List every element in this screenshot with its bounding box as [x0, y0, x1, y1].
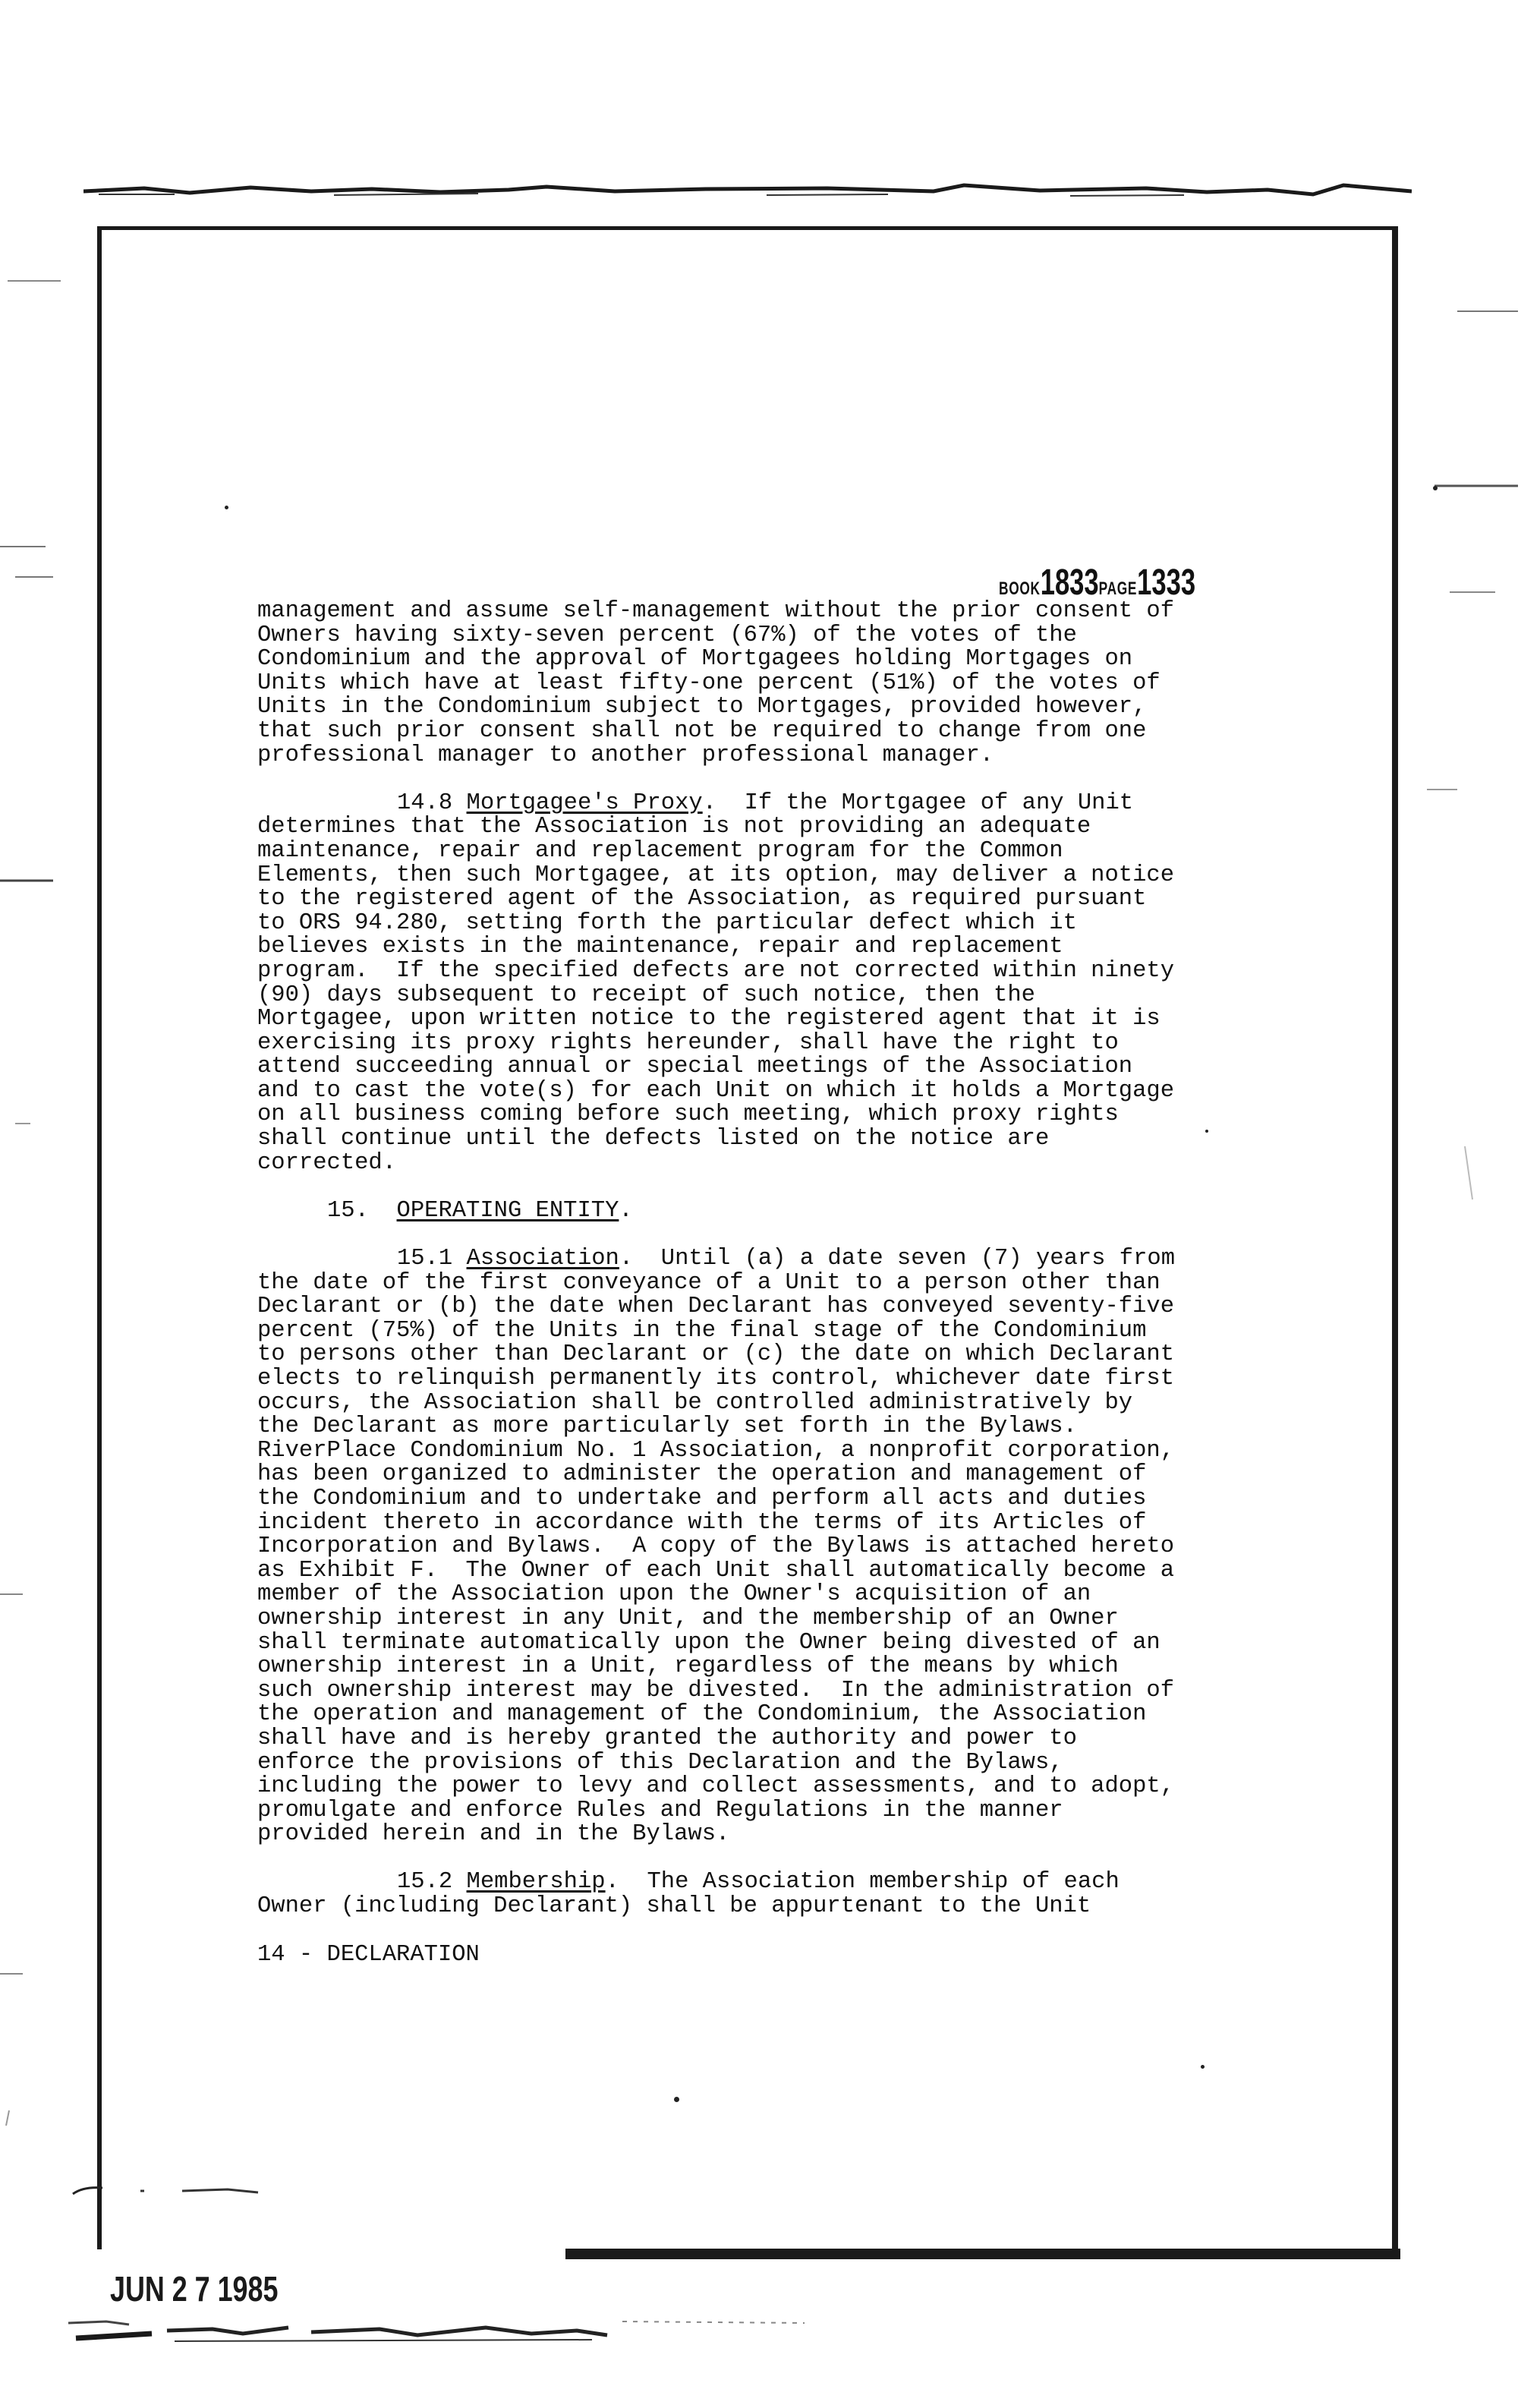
text-line: professional manager to another professional manager.	[257, 742, 994, 768]
text-line: Owner (including Declarant) shall be appurtenant to the Unit	[257, 1893, 1091, 1920]
text-line: the date of the first conveyance of a Unit to a person other than	[257, 1269, 1161, 1296]
text-line: RiverPlace Condominium No. 1 Association, a nonprofit corporation,	[257, 1437, 1174, 1464]
text-line: percent (75%) of the Units in the final stage of the Condominium	[257, 1317, 1147, 1344]
text-line: the Condominium and to undertake and perform all acts and duties	[257, 1485, 1147, 1511]
section-15-2	[257, 1871, 1244, 1918]
book-number: 1833	[1040, 563, 1099, 603]
section-14-8	[257, 792, 1244, 1176]
text-line: to persons other than Declarant or (c) the date on which Declarant	[257, 1341, 1174, 1368]
text-line: to the registered agent of the Association, as required pursuant	[257, 886, 1147, 913]
text-line: maintenance, repair and replacement program for the Common	[257, 837, 1063, 864]
scan-speck	[1201, 2065, 1205, 2069]
text-line: Incorporation and Bylaws. A copy of the Bylaws is attached hereto	[257, 1533, 1174, 1560]
text-line: occurs, the Association shall be controlled administratively by	[257, 1389, 1133, 1416]
scan-bar-bottom	[565, 2249, 1400, 2259]
scan-edge-bottom	[61, 2308, 820, 2361]
section-number: 15.	[327, 1197, 369, 1224]
text-line: that such prior consent shall not be required to change from one	[257, 717, 1147, 744]
text-line: determines that the Association is not providing an adequate	[257, 814, 1091, 840]
text-line: Declarant or (b) the date when Declarant has conveyed seventy-five	[257, 1294, 1174, 1320]
section-heading: Membership	[466, 1869, 606, 1896]
book-label: BOOK	[999, 578, 1041, 599]
scan-speck	[1433, 486, 1438, 490]
section-15-heading	[257, 1199, 1244, 1224]
section-heading: OPERATING ENTITY	[396, 1197, 619, 1224]
section-heading-line	[257, 1871, 1244, 1895]
text-line: on all business coming before such meeting, which proxy rights	[257, 1102, 1119, 1128]
text-line: shall terminate automatically upon the Owner being divested of an	[257, 1629, 1161, 1656]
text-line: Condominium and the approval of Mortgagees holding Mortgages on	[257, 646, 1133, 673]
text-line: elects to relinquish permanently its control, whichever date first	[257, 1366, 1174, 1392]
text-line: attend succeeding annual or special meetings of the Association	[257, 1054, 1133, 1080]
text-line: Mortgagee, upon written notice to the registered agent that it is	[257, 1006, 1161, 1032]
section-heading-line	[257, 792, 1244, 816]
paragraph-continuation	[257, 600, 1244, 768]
text-line: has been organized to administer the operation and management of	[257, 1461, 1147, 1488]
page-label: PAGE	[1098, 578, 1138, 599]
text-line: the Declarant as more particularly set forth in the Bylaws.	[257, 1414, 1077, 1440]
text-line: exercising its proxy rights hereunder, shall have the right to	[257, 1029, 1119, 1056]
text-line: to ORS 94.280, setting forth the particular defect which it	[257, 909, 1077, 936]
scan-marks-left	[0, 228, 99, 2126]
section-number: 14.8	[397, 790, 453, 816]
text-line: the operation and management of the Condominium, the Association	[257, 1701, 1147, 1728]
scan-edge-top	[83, 181, 1412, 199]
text-line: corrected.	[257, 1149, 397, 1176]
text-line: member of the Association upon the Owner's acquisition of an	[257, 1581, 1091, 1608]
section-first-line: . Until (a) a date seven (7) years from	[619, 1246, 1175, 1272]
scan-marks-right	[1427, 288, 1540, 1883]
text-line: and to cast the vote(s) for each Unit on which it holds a Mortgage	[257, 1077, 1174, 1104]
text-line: incident thereto in accordance with the terms of its Articles of	[257, 1509, 1147, 1536]
scan-speck	[225, 506, 228, 509]
page-number: 1333	[1137, 563, 1196, 603]
text-line: believes exists in the maintenance, repair and replacement	[257, 934, 1063, 960]
text-line: ownership interest in a Unit, regardless of the means by which	[257, 1653, 1119, 1680]
section-heading-line	[257, 1247, 1244, 1272]
text-line: (90) days subsequent to receipt of such notice, then the	[257, 982, 1035, 1008]
date-stamp: JUN 2 7 1985	[110, 2269, 279, 2309]
text-line: Units which have at least fifty-one percent (51%) of the votes of	[257, 670, 1161, 696]
scan-speck	[674, 2097, 679, 2102]
document-body	[257, 600, 1244, 1919]
section-heading: Association	[466, 1246, 619, 1272]
text-line: Elements, then such Mortgagee, at its option, may deliver a notice	[257, 862, 1174, 888]
text-line: Owners having sixty-seven percent (67%) of the votes of the	[257, 622, 1077, 648]
text-line: Units in the Condominium subject to Mortgages, provided however,	[257, 694, 1147, 720]
scan-speck	[1205, 1130, 1208, 1133]
text-line: program. If the specified defects are not corrected within ninety	[257, 957, 1174, 984]
text-line: shall have and is hereby granted the authority and power to	[257, 1725, 1077, 1751]
text-line: management and assume self-management without the prior consent of	[257, 598, 1174, 624]
text-line: enforce the provisions of this Declaration and the Bylaws,	[257, 1749, 1063, 1776]
section-number: 15.1	[397, 1246, 453, 1272]
section-heading: Mortgagee's Proxy	[466, 790, 703, 816]
scan-marks-bottom-left	[68, 2171, 296, 2217]
section-15-1	[257, 1247, 1244, 1847]
text-line: promulgate and enforce Rules and Regulations in the manner	[257, 1797, 1063, 1823]
text-line: such ownership interest may be divested. In the administration of	[257, 1677, 1174, 1704]
section-number: 15.2	[397, 1869, 453, 1896]
text-line: as Exhibit F. The Owner of each Unit shall automatically become a	[257, 1557, 1174, 1584]
section-first-line: . The Association membership of each	[605, 1869, 1120, 1896]
text-line: including the power to levy and collect assessments, and to adopt,	[257, 1773, 1174, 1800]
section-first-line: . If the Mortgagee of any Unit	[702, 790, 1134, 816]
book-page-stamp	[999, 562, 1195, 604]
page-footer: 14 - DECLARATION	[257, 1942, 480, 1968]
section-heading-period: .	[619, 1197, 633, 1224]
text-line: provided herein and in the Bylaws.	[257, 1821, 730, 1848]
text-line: ownership interest in any Unit, and the membership of an Owner	[257, 1605, 1119, 1631]
text-line: shall continue until the defects listed on the notice are	[257, 1126, 1050, 1152]
